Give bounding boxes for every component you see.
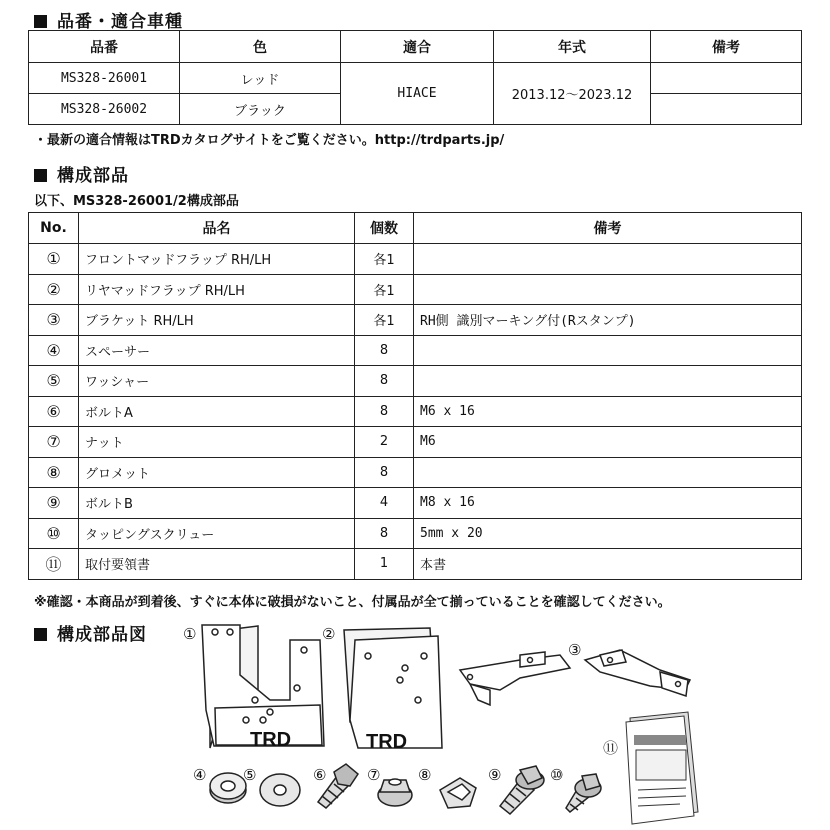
section-diagram-title: 構成部品図 bbox=[57, 625, 147, 645]
header-model: 適合 bbox=[341, 31, 494, 63]
part-name-cell: ボルトA bbox=[79, 396, 355, 427]
tapping-screw-drawing bbox=[566, 774, 601, 812]
part-name-cell: ブラケット RH/LH bbox=[79, 305, 355, 336]
model-cell: HIACE bbox=[341, 63, 494, 125]
part-no-cell: ① bbox=[29, 244, 79, 275]
nut-drawing bbox=[378, 779, 412, 806]
washer-drawing bbox=[260, 774, 300, 806]
header-remark: 備考 bbox=[414, 213, 802, 244]
header-qty: 個数 bbox=[355, 213, 414, 244]
spacer-drawing bbox=[210, 773, 246, 803]
figure-label: ⑪ bbox=[603, 739, 619, 757]
figure-label: ③ bbox=[568, 641, 582, 659]
part-qty-cell: 8 bbox=[355, 457, 414, 488]
section-fitment-title: 品番・適合車種 bbox=[57, 12, 183, 32]
trd-logo-front: TRD bbox=[250, 729, 292, 751]
bolt-b-drawing bbox=[500, 766, 544, 814]
part-name-cell: ワッシャー bbox=[79, 366, 355, 397]
part-remark-cell: M6 x 16 bbox=[414, 396, 802, 427]
part-qty-cell: 各1 bbox=[355, 244, 414, 275]
figure-label: ④ bbox=[193, 766, 207, 784]
figure-label: ⑤ bbox=[243, 766, 257, 784]
header-remarks: 備考 bbox=[651, 31, 802, 63]
part-remark-cell: 5mm x 20 bbox=[414, 518, 802, 549]
figure-label: ⑧ bbox=[418, 766, 432, 784]
part-remark-cell: 本書 bbox=[414, 549, 802, 580]
part-qty-cell: 各1 bbox=[355, 305, 414, 336]
part-qty-cell: 8 bbox=[355, 366, 414, 397]
header-name: 品名 bbox=[79, 213, 355, 244]
years-cell: 2013.12～2023.12 bbox=[494, 63, 651, 125]
part-qty-cell: 8 bbox=[355, 518, 414, 549]
part-no-cell: ⑩ bbox=[29, 518, 79, 549]
catalog-note: ・最新の適合情報はTRDカタログサイトをご覧ください。http://trdparts.jp/ bbox=[34, 133, 505, 148]
part-name-cell: スペーサー bbox=[79, 335, 355, 366]
figure-label: ⑩ bbox=[550, 766, 564, 784]
part-remark-cell: M8 x 16 bbox=[414, 488, 802, 519]
header-color: 色 bbox=[180, 31, 341, 63]
part-no-cell: ⑨ bbox=[29, 488, 79, 519]
part-name-cell: グロメット bbox=[79, 457, 355, 488]
part-remark-cell: RH側 識別マーキング付(Rスタンプ) bbox=[414, 305, 802, 336]
part-qty-cell: 2 bbox=[355, 427, 414, 458]
section-parts-title: 構成部品 bbox=[57, 166, 129, 186]
figure-label: ① bbox=[183, 625, 197, 643]
part-name-cell: タッピングスクリュー bbox=[79, 518, 355, 549]
color-cell: レッド bbox=[180, 63, 341, 94]
part-no-cell: ⑦ bbox=[29, 427, 79, 458]
manual-booklet-drawing bbox=[626, 712, 698, 824]
part-qty-cell: 各1 bbox=[355, 274, 414, 305]
part-qty-cell: 4 bbox=[355, 488, 414, 519]
header-years: 年式 bbox=[494, 31, 651, 63]
parts-subtitle: 以下、MS328-26001/2構成部品 bbox=[34, 194, 239, 209]
header-no: No. bbox=[29, 213, 79, 244]
part-no-cell: ④ bbox=[29, 335, 79, 366]
front-mud-flap-drawing bbox=[202, 625, 324, 751]
figure-label: ⑥ bbox=[313, 766, 327, 784]
header-part-no: 品番 bbox=[29, 31, 180, 63]
part-no-cell: ⑤ bbox=[29, 366, 79, 397]
part-qty-cell: 1 bbox=[355, 549, 414, 580]
part-qty-cell: 8 bbox=[355, 396, 414, 427]
part-qty-cell: 8 bbox=[355, 335, 414, 366]
figure-label: ② bbox=[322, 625, 336, 643]
rear-mud-flap-drawing bbox=[344, 628, 442, 753]
color-cell: ブラック bbox=[180, 94, 341, 125]
part-name-cell: 取付要領書 bbox=[79, 549, 355, 580]
trd-logo-rear: TRD bbox=[366, 731, 408, 753]
part-name-cell: ナット bbox=[79, 427, 355, 458]
confirm-note: ※確認・本商品が到着後、すぐに本体に破損がないこと、付属品が全て揃っていることを確認してください。 bbox=[34, 595, 671, 610]
grommet-drawing bbox=[440, 778, 476, 808]
part-name-cell: リヤマッドフラップ RH/LH bbox=[79, 274, 355, 305]
part-no-cell: ⑥ bbox=[29, 396, 79, 427]
part-no-cell: ③ bbox=[29, 305, 79, 336]
part-no-cell: ⑧ bbox=[29, 457, 79, 488]
part-remark-cell: M6 bbox=[414, 427, 802, 458]
figure-label: ⑨ bbox=[488, 766, 502, 784]
part-no-cell: MS328-26001 bbox=[29, 63, 180, 94]
part-name-cell: ボルトB bbox=[79, 488, 355, 519]
part-name-cell: フロントマッドフラップ RH/LH bbox=[79, 244, 355, 275]
figure-label: ⑦ bbox=[367, 766, 381, 784]
part-no-cell: ② bbox=[29, 274, 79, 305]
part-no-cell: MS328-26002 bbox=[29, 94, 180, 125]
part-no-cell: ⑪ bbox=[29, 549, 79, 580]
